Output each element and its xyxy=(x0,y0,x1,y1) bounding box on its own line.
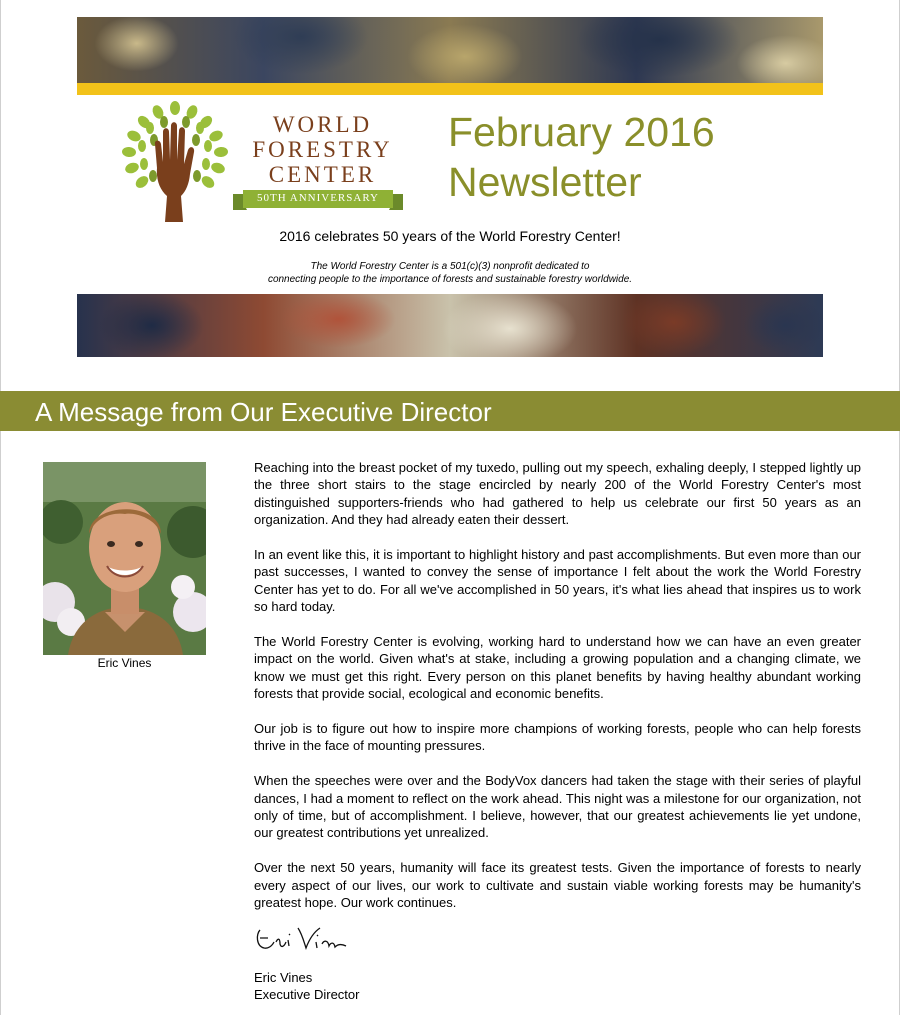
signature-title: Executive Director xyxy=(254,987,360,1002)
logo-wordmark xyxy=(235,112,410,187)
anniversary-ribbon xyxy=(233,188,403,214)
message-paragraph: The World Forestry Center is evolving, working hard to understand how we can have an even greater impact on the world. Given what's at stake, including a growing population and a changing climate, we know we must get this right. Every person on this planet benefits by having healthy abundant working forests that provide social, ecological and economic benefits. xyxy=(254,634,861,702)
logo-word-world: WORLD xyxy=(272,112,373,137)
world-forestry-center-logo xyxy=(120,100,410,225)
newsletter-title xyxy=(448,107,715,207)
header-banner-image-bottom xyxy=(77,294,823,357)
anniversary-label: 50TH ANNIVERSARY xyxy=(256,192,380,204)
section-header-bar xyxy=(0,391,900,431)
message-paragraph: When the speeches were over and the BodyVox dancers had taken the stage with their series of playful dances, I had a moment to reflect on the work ahead. This night was a milestone for our organization, not only of time, but of accomplishment. I believe, however, that our greatest achievements lie yet undone, our greatest contributions yet unrealized. xyxy=(254,773,861,841)
mission-line-2: connecting people to the importance of forests and sustainable forestry worldwide. xyxy=(267,274,633,285)
photo-caption: Eric Vines xyxy=(97,656,152,670)
handwritten-signature xyxy=(254,920,354,956)
section-title: A Message from Our Executive Director xyxy=(35,397,492,427)
director-photo xyxy=(43,462,206,655)
mission-statement xyxy=(0,260,900,286)
message-paragraph: Our job is to figure out how to inspire more champions of working forests, people who can help forests thrive in the face of mounting pressures. xyxy=(254,721,861,754)
page-frame-left xyxy=(0,0,1,1015)
message-paragraph: Over the next 50 years, humanity will face its greatest tests. Given the importance of forests to nearly every aspect of our lives, our work to cultivate and sustain viable working forests may be humanity's greatest hope. Our work continues. xyxy=(254,860,861,911)
logo-word-forestry: FORESTRY xyxy=(252,137,393,162)
message-paragraph: Reaching into the breast pocket of my tuxedo, pulling out my speech, exhaling deeply, I stepped lightly up the three short stairs to the stage encircled by nearly 200 of the World Forestry Center's most distinguished supporters-friends who had gathered to help us celebrate our first 50 years as an organization. And they had already eaten their dessert. xyxy=(254,460,861,528)
title-date: February 2016 xyxy=(448,109,715,155)
signature-block xyxy=(254,969,359,1003)
director-message xyxy=(254,459,861,929)
mission-line-1: The World Forestry Center is a 501(c)(3) nonprofit dedicated to xyxy=(310,261,590,272)
header-yellow-stripe xyxy=(77,83,823,95)
tagline: 2016 celebrates 50 years of the World Forestry Center! xyxy=(279,228,621,244)
title-newsletter: Newsletter xyxy=(448,159,642,205)
logo-word-center: CENTER xyxy=(268,162,377,187)
header-banner-image xyxy=(77,17,823,83)
tree-hand-icon xyxy=(120,100,230,225)
signature-name: Eric Vines xyxy=(254,970,313,985)
message-paragraph: In an event like this, it is important to highlight history and past accomplishments. But even more than our past successes, I wanted to convey the sense of importance I felt about the work the World Forestry Center has yet to do. For all we've accomplished in 50 years, it's what lies ahead that inspires us to work so hard today. xyxy=(254,547,861,615)
